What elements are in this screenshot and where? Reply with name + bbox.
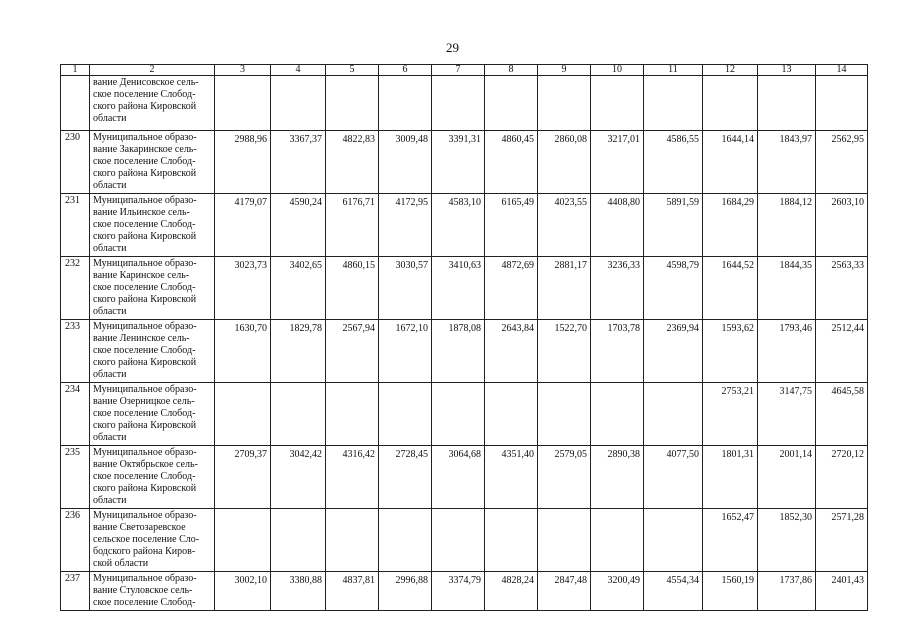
value-cell [432,509,485,572]
value-cell: 4586,55 [644,131,703,194]
value-cell: 2401,43 [816,572,868,611]
value-cell: 3030,57 [379,257,432,320]
value-cell: 2001,14 [758,446,816,509]
value-cell: 4645,58 [816,383,868,446]
value-cell: 3009,48 [379,131,432,194]
municipality-name: Муниципальное образо- вание Озерницкое сель- ское поселение Слобод- ского района Кировской области [90,383,215,446]
value-cell: 2563,33 [816,257,868,320]
column-header-4: 4 [271,65,326,76]
value-cell: 4590,24 [271,194,326,257]
page-number: 29 [446,40,459,55]
value-cell: 3023,73 [215,257,271,320]
row-number [61,76,90,131]
value-cell [379,383,432,446]
column-header-7: 7 [432,65,485,76]
value-cell: 2996,88 [379,572,432,611]
value-cell [591,76,644,131]
table-row [61,320,868,383]
value-cell: 2847,48 [538,572,591,611]
table-row [61,131,868,194]
value-cell [644,76,703,131]
value-cell: 1522,70 [538,320,591,383]
column-header-13: 13 [758,65,816,76]
value-cell [326,383,379,446]
table-body [61,76,868,611]
value-cell: 6176,71 [326,194,379,257]
value-cell [485,509,538,572]
value-cell [758,76,816,131]
value-cell [432,76,485,131]
value-cell: 2753,21 [703,383,758,446]
value-cell: 3380,88 [271,572,326,611]
column-header-3: 3 [215,65,271,76]
value-cell: 4860,45 [485,131,538,194]
column-header-1: 1 [61,65,90,76]
value-cell: 1801,31 [703,446,758,509]
value-cell [816,76,868,131]
municipality-name: Муниципальное образо- вание Каринское сель- ское поселение Слобод- ского района Кировской области [90,257,215,320]
column-header-6: 6 [379,65,432,76]
column-header-11: 11 [644,65,703,76]
value-cell: 5891,59 [644,194,703,257]
row-number: 230 [61,131,90,194]
value-cell: 2728,45 [379,446,432,509]
value-cell [538,76,591,131]
value-cell: 3200,49 [591,572,644,611]
value-cell: 4172,95 [379,194,432,257]
table-row [61,446,868,509]
value-cell: 1630,70 [215,320,271,383]
value-cell: 4837,81 [326,572,379,611]
value-cell: 2567,94 [326,320,379,383]
value-cell: 2571,28 [816,509,868,572]
table-row [61,76,868,131]
value-cell: 2860,08 [538,131,591,194]
table-row [61,509,868,572]
value-cell: 4554,34 [644,572,703,611]
municipality-name: Муниципальное образо- вание Ильинское сель- ское поселение Слобод- ского района Кировской области [90,194,215,257]
row-number: 233 [61,320,90,383]
value-cell: 1652,47 [703,509,758,572]
value-cell [215,76,271,131]
value-cell: 1644,14 [703,131,758,194]
value-cell [271,383,326,446]
column-header-8: 8 [485,65,538,76]
value-cell: 1644,52 [703,257,758,320]
value-cell: 1844,35 [758,257,816,320]
value-cell: 3217,01 [591,131,644,194]
value-cell: 4179,07 [215,194,271,257]
value-cell: 1737,86 [758,572,816,611]
municipality-name: Муниципальное образо- вание Закаринское сель- ское поселение Слобод- ского района Кировской области [90,131,215,194]
value-cell: 1884,12 [758,194,816,257]
tariff-table [60,64,868,611]
value-cell: 4598,79 [644,257,703,320]
value-cell: 1843,97 [758,131,816,194]
value-cell: 2720,12 [816,446,868,509]
row-number: 232 [61,257,90,320]
value-cell: 2369,94 [644,320,703,383]
column-header-12: 12 [703,65,758,76]
value-cell: 3147,75 [758,383,816,446]
value-cell [485,383,538,446]
value-cell: 1829,78 [271,320,326,383]
column-header-5: 5 [326,65,379,76]
value-cell: 3410,63 [432,257,485,320]
value-cell: 2881,17 [538,257,591,320]
municipality-name: Муниципальное образо- вание Светозаревское сельское поселение Сло- бодского района Киров- ской области [90,509,215,572]
value-cell: 1793,46 [758,320,816,383]
value-cell: 4316,42 [326,446,379,509]
value-cell: 2709,37 [215,446,271,509]
value-cell [703,76,758,131]
value-cell: 3402,65 [271,257,326,320]
row-number: 231 [61,194,90,257]
table-row [61,572,868,611]
value-cell: 2562,95 [816,131,868,194]
municipality-name: Муниципальное образо- вание Октябрьское сель- ское поселение Слобод- ского района Кировской области [90,446,215,509]
table-row [61,257,868,320]
value-cell: 3391,31 [432,131,485,194]
value-cell: 3002,10 [215,572,271,611]
value-cell [538,383,591,446]
municipality-name: вание Денисовское сель- ское поселение Слобод- ского района Кировской области [90,76,215,131]
value-cell: 6165,49 [485,194,538,257]
value-cell [326,509,379,572]
value-cell: 1560,19 [703,572,758,611]
column-header-9: 9 [538,65,591,76]
value-cell [538,509,591,572]
value-cell: 1878,08 [432,320,485,383]
value-cell: 4872,69 [485,257,538,320]
value-cell: 4828,24 [485,572,538,611]
value-cell: 3367,37 [271,131,326,194]
municipality-name: Муниципальное образо- вание Ленинское сель- ское поселение Слобод- ского района Кировской области [90,320,215,383]
row-number: 236 [61,509,90,572]
value-cell [591,509,644,572]
value-cell: 4351,40 [485,446,538,509]
value-cell [215,383,271,446]
column-header-14: 14 [816,65,868,76]
value-cell: 4408,80 [591,194,644,257]
value-cell [271,509,326,572]
value-cell: 1593,62 [703,320,758,383]
column-numbers-row [61,65,868,76]
table-row [61,383,868,446]
value-cell: 4860,15 [326,257,379,320]
row-number: 234 [61,383,90,446]
value-cell [379,509,432,572]
value-cell: 3236,33 [591,257,644,320]
value-cell [215,509,271,572]
value-cell [432,383,485,446]
column-header-2: 2 [90,65,215,76]
value-cell: 2579,05 [538,446,591,509]
value-cell: 1672,10 [379,320,432,383]
value-cell: 2890,38 [591,446,644,509]
value-cell: 4822,83 [326,131,379,194]
value-cell: 4583,10 [432,194,485,257]
value-cell [644,383,703,446]
column-header-10: 10 [591,65,644,76]
value-cell [591,383,644,446]
value-cell [379,76,432,131]
value-cell: 2988,96 [215,131,271,194]
value-cell: 2512,44 [816,320,868,383]
row-number: 237 [61,572,90,611]
value-cell: 4023,55 [538,194,591,257]
row-number: 235 [61,446,90,509]
value-cell [326,76,379,131]
value-cell [271,76,326,131]
value-cell: 2603,10 [816,194,868,257]
value-cell: 3064,68 [432,446,485,509]
value-cell: 1684,29 [703,194,758,257]
value-cell: 1703,78 [591,320,644,383]
municipality-name: Муниципальное образо- вание Стуловское сель- ское поселение Слобод- [90,572,215,611]
value-cell: 4077,50 [644,446,703,509]
value-cell [644,509,703,572]
value-cell: 3042,42 [271,446,326,509]
value-cell: 2643,84 [485,320,538,383]
value-cell: 1852,30 [758,509,816,572]
table-row [61,194,868,257]
value-cell: 3374,79 [432,572,485,611]
value-cell [485,76,538,131]
